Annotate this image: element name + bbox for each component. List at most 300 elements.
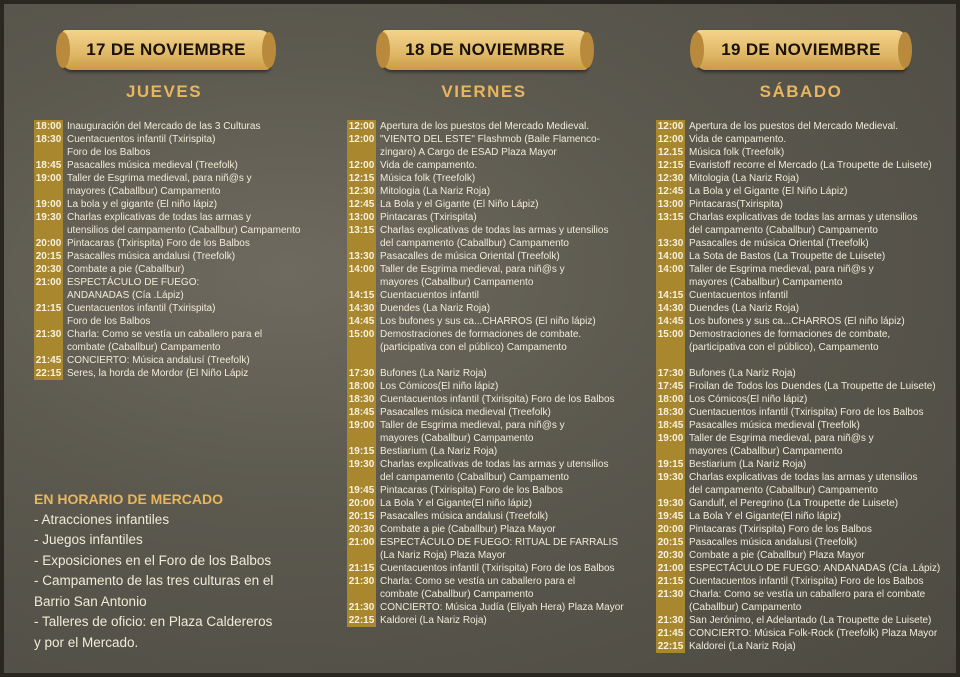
event-description: mayores (Caballbur) Campamento — [380, 433, 534, 444]
event-time: 21:30 — [348, 602, 375, 613]
event-description: del campamento (Caballbur) Campamento — [689, 485, 878, 496]
event-time: 12:30 — [348, 186, 375, 197]
schedule-row — [656, 614, 940, 627]
event-time: 12:45 — [348, 199, 375, 210]
schedule-row — [656, 146, 940, 159]
schedule-row — [347, 523, 624, 536]
date-banner-day2 — [382, 30, 588, 70]
event-description: Mitologia (La Nariz Roja) — [689, 173, 800, 184]
schedule-row — [34, 289, 300, 302]
schedule-row — [656, 549, 940, 562]
schedule-row — [656, 380, 940, 393]
event-description: Seres, la horda de Mordor (El Niño Lápiz — [67, 368, 249, 379]
schedule-row — [34, 120, 300, 133]
event-time — [656, 276, 685, 289]
event-time: 21:15 — [348, 563, 375, 574]
event-time: 21:45 — [657, 628, 684, 639]
schedule-row — [34, 211, 300, 224]
event-description: Taller de Esgrima medieval, para niñ@s y — [380, 420, 565, 431]
schedule-day1 — [34, 120, 300, 380]
event-time: 15:00 — [348, 329, 375, 340]
event-time: 17:45 — [657, 381, 684, 392]
schedule-row — [656, 445, 940, 458]
market-item: Barrio San Antonio — [34, 593, 147, 609]
schedule-row — [656, 601, 940, 614]
schedule-row — [656, 562, 940, 575]
schedule-row — [34, 263, 300, 276]
event-time: 14:30 — [348, 303, 375, 314]
schedule-row — [656, 536, 940, 549]
schedule-row — [656, 393, 940, 406]
event-description: Demostraciones de formaciones de combate. — [380, 329, 582, 340]
event-time — [34, 146, 63, 159]
event-time: 12:15 — [348, 173, 375, 184]
event-time: 19:15 — [657, 459, 684, 470]
schedule-row — [34, 159, 300, 172]
event-time: 21:45 — [35, 355, 62, 366]
event-description — [685, 354, 692, 367]
schedule-row — [34, 367, 300, 380]
schedule-row — [656, 302, 940, 315]
schedule-row — [347, 614, 624, 627]
event-description: Los Cómicos(El niño lápiz) — [380, 381, 499, 392]
event-description: Demostraciones de formaciones de combate, — [689, 329, 891, 340]
event-time: 22:15 — [35, 368, 62, 379]
event-description: ESPECTÁCULO DE FUEGO: ANDANADAS (Cía .Lápiz) — [689, 563, 941, 574]
event-description: La Sota de Bastos (La Troupette de Luisete) — [689, 251, 886, 262]
schedule-row — [347, 146, 624, 159]
event-time: 18:45 — [657, 420, 684, 431]
event-description: Inauguración del Mercado de las 3 Culturas — [67, 121, 261, 132]
event-time: 19:15 — [348, 446, 375, 457]
event-time — [656, 354, 685, 367]
event-time — [347, 276, 376, 289]
event-description: Kaldorei (La Nariz Roja) — [380, 615, 487, 626]
schedule-row — [347, 133, 624, 146]
event-time — [347, 588, 376, 601]
event-description: La Bola y el Gigante (El Niño Lápiz) — [380, 199, 539, 210]
schedule-row — [656, 276, 940, 289]
event-description: Bufones (La Nariz Roja) — [380, 368, 487, 379]
event-time: 18:30 — [35, 134, 62, 145]
event-time: 21:30 — [348, 576, 375, 587]
event-time — [347, 432, 376, 445]
event-time — [347, 549, 376, 562]
weekday-label-day2: VIERNES — [441, 82, 527, 101]
event-time: 13:30 — [348, 251, 375, 262]
event-description: Cuentacuentos infantil (Txirispita) Foro de los Balbos — [380, 563, 615, 574]
schedule-row — [347, 484, 624, 497]
event-description: Foro de los Balbos — [67, 316, 151, 327]
schedule-row — [347, 276, 624, 289]
event-description: Foro de los Balbos — [67, 147, 151, 158]
schedule-row — [34, 302, 300, 315]
event-time — [347, 146, 376, 159]
event-description: Evaristoff recorre el Mercado (La Troupette de Luisete) — [689, 160, 932, 171]
event-time: 19:30 — [657, 472, 684, 483]
event-description: Cuentacuentos infantil — [689, 290, 788, 301]
schedule-row — [347, 497, 624, 510]
event-time: 20:15 — [348, 511, 375, 522]
event-time: 19:45 — [657, 511, 684, 522]
event-description: Música folk (Treefolk) — [689, 147, 785, 158]
market-item: - Talleres de oficio: en Plaza Caldereros — [34, 614, 273, 629]
schedule-row — [347, 367, 624, 380]
event-time — [34, 315, 63, 328]
schedule-row — [656, 224, 940, 237]
schedule-row — [656, 471, 940, 484]
event-time: 18:30 — [348, 394, 375, 405]
event-time: 17:30 — [657, 368, 684, 379]
event-time: 15:00 — [657, 329, 684, 340]
event-time: 18:45 — [35, 160, 62, 171]
schedule-row — [347, 458, 624, 471]
event-description: del campamento (Caballbur) Campamento — [380, 472, 569, 483]
event-time: 17:30 — [348, 368, 375, 379]
market-item: y por el Mercado. — [34, 634, 139, 650]
event-description: Combate a pie (Caballbur) — [67, 264, 185, 275]
schedule-row — [347, 211, 624, 224]
schedule-row — [347, 302, 624, 315]
event-description — [376, 354, 383, 367]
event-time: 19:00 — [35, 199, 62, 210]
schedule-row — [656, 289, 940, 302]
event-time — [656, 601, 685, 614]
event-description: Combate a pie (Caballbur) Plaza Mayor — [689, 550, 865, 561]
event-time: 12:45 — [657, 186, 684, 197]
event-description: Vida de campamento. — [689, 134, 787, 145]
schedule-row — [656, 198, 940, 211]
date-banner-day1 — [62, 30, 270, 70]
event-description: Duendes (La Nariz Roja) — [380, 303, 491, 314]
event-time — [34, 224, 63, 237]
schedule-row — [34, 315, 300, 328]
event-time: 13:15 — [657, 212, 684, 223]
event-time: 20:00 — [657, 524, 684, 535]
event-time — [656, 341, 685, 354]
event-time: 21:00 — [35, 277, 62, 288]
schedule-row — [34, 341, 300, 354]
schedule-row — [656, 263, 940, 276]
event-description: La Bola Y el Gigante(El niño lápiz) — [380, 498, 532, 509]
schedule-row — [656, 367, 940, 380]
event-time: 19:30 — [35, 212, 62, 223]
schedule-row — [347, 250, 624, 263]
event-time: 21:00 — [348, 537, 375, 548]
event-time: 14:45 — [657, 316, 684, 327]
event-time: 12:00 — [348, 121, 375, 132]
event-time: 13:00 — [657, 199, 684, 210]
market-item: - Atracciones infantiles — [34, 511, 170, 527]
event-description: del campamento (Caballbur) Campamento — [380, 238, 569, 249]
date-banner-text: 19 DE NOVIEMBRE — [721, 40, 881, 59]
schedule-row — [34, 133, 300, 146]
event-description: combate (Caballbur) Campamento — [380, 589, 534, 600]
event-description: La Bola Y el Gigante(El niño lápiz) — [689, 511, 841, 522]
schedule-row — [656, 419, 940, 432]
weekday-label-day3: SÁBADO — [759, 82, 843, 101]
event-time: 20:15 — [35, 251, 62, 262]
schedule-row — [347, 224, 624, 237]
event-time: 21:15 — [35, 303, 62, 314]
event-time: 12:00 — [348, 134, 375, 145]
schedule-row — [656, 588, 940, 601]
event-time — [347, 354, 376, 367]
event-description: Mitologia (La Nariz Roja) — [380, 186, 491, 197]
schedule-row — [347, 380, 624, 393]
schedule-row — [34, 146, 300, 159]
event-description: Apertura de los puestos del Mercado Medieval. — [380, 121, 590, 132]
schedule-row — [656, 133, 940, 146]
weekday-label-day1: JUEVES — [125, 82, 203, 101]
schedule-row — [347, 393, 624, 406]
event-description: Música folk (Treefolk) — [380, 173, 476, 184]
event-description: Pasacalles música medieval (Treefolk) — [380, 407, 551, 418]
event-description: Gandulf, el Peregrino (La Troupette de Luisete) — [689, 498, 899, 509]
event-time: 18:30 — [657, 407, 684, 418]
event-description: Cuentacuentos infantil (Txirispita) — [67, 134, 216, 145]
event-description: Charla: Como se vestía un caballero para el — [380, 576, 576, 587]
event-time: 13:15 — [348, 225, 375, 236]
schedule-row — [347, 536, 624, 549]
event-description: Bestiarium (La Nariz Roja) — [689, 459, 807, 470]
schedule-row — [347, 575, 624, 588]
event-time: 19:00 — [35, 173, 62, 184]
event-description: Pintacaras (Txirispita) — [380, 212, 477, 223]
event-description: Pintacaras (Txirispita) Foro de los Balbos — [67, 238, 250, 249]
event-time — [34, 185, 63, 198]
event-description: Charlas explicativas de todas las armas y utensilios — [380, 225, 609, 236]
event-description: Apertura de los puestos del Mercado Medieval. — [689, 121, 899, 132]
schedule-row — [347, 406, 624, 419]
schedule-row — [656, 120, 940, 133]
schedule-row — [347, 237, 624, 250]
event-time: 19:30 — [657, 498, 684, 509]
schedule-row — [656, 328, 940, 341]
event-description: Charla: Como se vestía un caballero para el — [67, 329, 263, 340]
event-description: Charlas explicativas de todas las armas y — [67, 212, 251, 223]
event-description: Kaldorei (La Nariz Roja) — [689, 641, 796, 652]
event-time: 14:45 — [348, 316, 375, 327]
schedule-row — [656, 406, 940, 419]
schedule-row — [347, 120, 624, 133]
event-description: Cuentacuentos infantil (Txirispita) Foro de los Balbos — [380, 394, 615, 405]
schedule-row — [347, 432, 624, 445]
event-description: Pasacalles de música Oriental (Treefolk) — [380, 251, 560, 262]
schedule-row — [347, 341, 624, 354]
schedule-day2 — [347, 120, 624, 627]
event-description: Froilan de Todos los Duendes (La Troupette de Luisete) — [689, 381, 936, 392]
event-description: Taller de Esgrima medieval, para niñ@s y — [67, 173, 252, 184]
event-time: 14:00 — [657, 264, 684, 275]
event-time: 22:15 — [348, 615, 375, 626]
schedule-row — [34, 354, 300, 367]
event-time: 14:15 — [657, 290, 684, 301]
event-time — [656, 224, 685, 237]
schedule-row — [34, 276, 300, 289]
schedule-row — [347, 419, 624, 432]
schedule-day3 — [656, 120, 940, 653]
event-description: La Bola y el Gigante (El Niño Lápiz) — [689, 186, 848, 197]
schedule-row — [656, 497, 940, 510]
event-description: (Caballbur) Campamento — [689, 602, 802, 613]
event-description: Charlas explicativas de todas las armas y utensilios — [380, 459, 609, 470]
market-hours-heading: EN HORARIO DE MERCADO — [34, 491, 224, 507]
schedule-row — [656, 432, 940, 445]
event-description: combate (Caballbur) Campamento — [67, 342, 221, 353]
schedule-row — [34, 250, 300, 263]
event-time — [34, 289, 63, 302]
event-description: (participativa con el público), Campamento — [689, 342, 879, 353]
schedule-row — [656, 185, 940, 198]
event-description: Cuentacuentos infantil — [380, 290, 479, 301]
schedule-row — [347, 185, 624, 198]
event-description: mayores (Caballbur) Campamento — [380, 277, 534, 288]
event-time — [347, 237, 376, 250]
date-banner-text: 18 DE NOVIEMBRE — [405, 40, 565, 59]
event-description: Pasacalles música medieval (Treefolk) — [689, 420, 860, 431]
event-time: 20:30 — [348, 524, 375, 535]
event-description: "VIENTO DEL ESTE" Flashmob (Baile Flamenco- — [380, 134, 600, 145]
event-description: utensilios del campamento (Caballbur) Campamento — [67, 225, 301, 236]
event-time — [347, 341, 376, 354]
schedule-row — [656, 159, 940, 172]
event-time: 18:00 — [348, 381, 375, 392]
event-time: 20:00 — [348, 498, 375, 509]
schedule-row — [347, 172, 624, 185]
event-description: Charlas explicativas de todas las armas y utensilios — [689, 472, 918, 483]
event-time: 12:00 — [657, 121, 684, 132]
event-time: 12.15 — [657, 147, 684, 158]
schedule-row — [656, 237, 940, 250]
schedule-row — [347, 328, 624, 341]
event-description: (La Nariz Roja) Plaza Mayor — [380, 550, 506, 561]
event-time: 14:30 — [657, 303, 684, 314]
event-time: 12:30 — [657, 173, 684, 184]
schedule-row — [34, 328, 300, 341]
event-description: mayores (Caballbur) Campamento — [689, 277, 843, 288]
event-description: La bola y el gigante (El niño lápiz) — [67, 199, 218, 210]
event-time: 18:00 — [35, 121, 62, 132]
schedule-row — [347, 471, 624, 484]
schedule-row — [656, 575, 940, 588]
event-description: Cuentacuentos infantil (Txirispita) Foro de los Balbos — [689, 407, 924, 418]
event-time: 20:00 — [35, 238, 62, 249]
schedule-row — [347, 354, 624, 367]
event-description: del campamento (Caballbur) Campamento — [689, 225, 878, 236]
event-description: (participativa con el público) Campamento — [380, 342, 567, 353]
schedule-row — [656, 484, 940, 497]
event-time — [347, 471, 376, 484]
event-time: 20:15 — [657, 537, 684, 548]
event-description: ESPECTÁCULO DE FUEGO: RITUAL DE FARRALIS — [380, 537, 619, 548]
market-item: - Exposiciones en el Foro de los Balbos — [34, 552, 272, 568]
event-time: 22:15 — [657, 641, 684, 652]
event-time: 13:00 — [348, 212, 375, 223]
schedule-row — [656, 172, 940, 185]
event-description: Bestiarium (La Nariz Roja) — [380, 446, 498, 457]
schedule-row — [656, 315, 940, 328]
event-description: Pintacaras(Txirispita) — [689, 199, 783, 210]
schedule-row — [34, 172, 300, 185]
event-time: 21:30 — [657, 589, 684, 600]
event-time: 19:00 — [348, 420, 375, 431]
schedule-row — [347, 510, 624, 523]
schedule-row — [656, 510, 940, 523]
event-time: 20:30 — [35, 264, 62, 275]
event-time: 18:00 — [657, 394, 684, 405]
date-banner-day3 — [696, 30, 906, 70]
event-description: mayores (Caballbur) Campamento — [689, 446, 843, 457]
event-time: 20:30 — [657, 550, 684, 561]
schedule-row — [656, 458, 940, 471]
schedule-row — [34, 198, 300, 211]
event-time: 21:30 — [657, 615, 684, 626]
date-banner-text: 17 DE NOVIEMBRE — [86, 40, 246, 59]
event-description: CONCIERTO: Música Judía (Eliyah Hera) Plaza Mayor — [380, 602, 624, 613]
event-description: mayores (Caballbur) Campamento — [67, 186, 221, 197]
event-description: Pasacalles música medieval (Treefolk) — [67, 160, 238, 171]
event-description: Cuentacuentos infantil (Txirispita) — [67, 303, 216, 314]
event-description: Duendes (La Nariz Roja) — [689, 303, 800, 314]
event-description: Taller de Esgrima medieval, para niñ@s y — [689, 433, 874, 444]
schedule-row — [347, 289, 624, 302]
schedule-row — [656, 640, 940, 653]
event-description: Pasacalles música andalusi (Treefolk) — [67, 251, 236, 262]
market-item: - Juegos infantiles — [34, 532, 143, 547]
event-description: San Jerónimo, el Adelantado (La Troupette de Luisete) — [689, 615, 932, 626]
event-time: 21:00 — [657, 563, 684, 574]
event-description: Taller de Esgrima medieval, para niñ@s y — [689, 264, 874, 275]
schedule-row — [347, 549, 624, 562]
event-description: Charlas explicativas de todas las armas y utensilios — [689, 212, 918, 223]
schedule-row — [656, 627, 940, 640]
schedule-row — [34, 224, 300, 237]
market-item: - Campamento de las tres culturas en el — [34, 573, 274, 588]
event-description: CONCIERTO: Música Folk-Rock (Treefolk) Plaza Mayor — [689, 628, 938, 639]
event-description: Pasacalles música andalusi (Treefolk) — [380, 511, 549, 522]
event-description: Pasacalles música andalusi (Treefolk) — [689, 537, 858, 548]
schedule-row — [347, 588, 624, 601]
schedule-row — [347, 198, 624, 211]
event-time: 14:00 — [657, 251, 684, 262]
event-time: 14:00 — [348, 264, 375, 275]
event-time: 12:00 — [657, 134, 684, 145]
event-description: Vida de campamento. — [380, 160, 478, 171]
schedule-row — [34, 185, 300, 198]
event-description: ANDANADAS (Cía .Lápiz) — [67, 290, 184, 301]
event-description: Pasacalles de música Oriental (Treefolk) — [689, 238, 869, 249]
event-time: 12:15 — [657, 160, 684, 171]
schedule-row — [656, 211, 940, 224]
event-time: 19:45 — [348, 485, 375, 496]
event-description: Pintacaras (Txirispita) Foro de los Balbos — [380, 485, 563, 496]
schedule-row — [347, 601, 624, 614]
schedule-row — [656, 250, 940, 263]
event-time: 19:00 — [657, 433, 684, 444]
event-time: 21:15 — [657, 576, 684, 587]
event-time — [34, 341, 63, 354]
schedule-row — [656, 523, 940, 536]
event-description: Combate a pie (Caballbur) Plaza Mayor — [380, 524, 556, 535]
event-description: Los bufones y sus ca...CHARROS (El niño lápiz) — [689, 316, 905, 327]
event-time — [656, 484, 685, 497]
schedule-row — [656, 354, 940, 367]
event-description: Los Cómicos(El niño lápiz) — [689, 394, 808, 405]
schedule-row — [34, 237, 300, 250]
schedule-row — [347, 315, 624, 328]
event-description: Los bufones y sus ca...CHARROS (El niño lápiz) — [380, 316, 596, 327]
